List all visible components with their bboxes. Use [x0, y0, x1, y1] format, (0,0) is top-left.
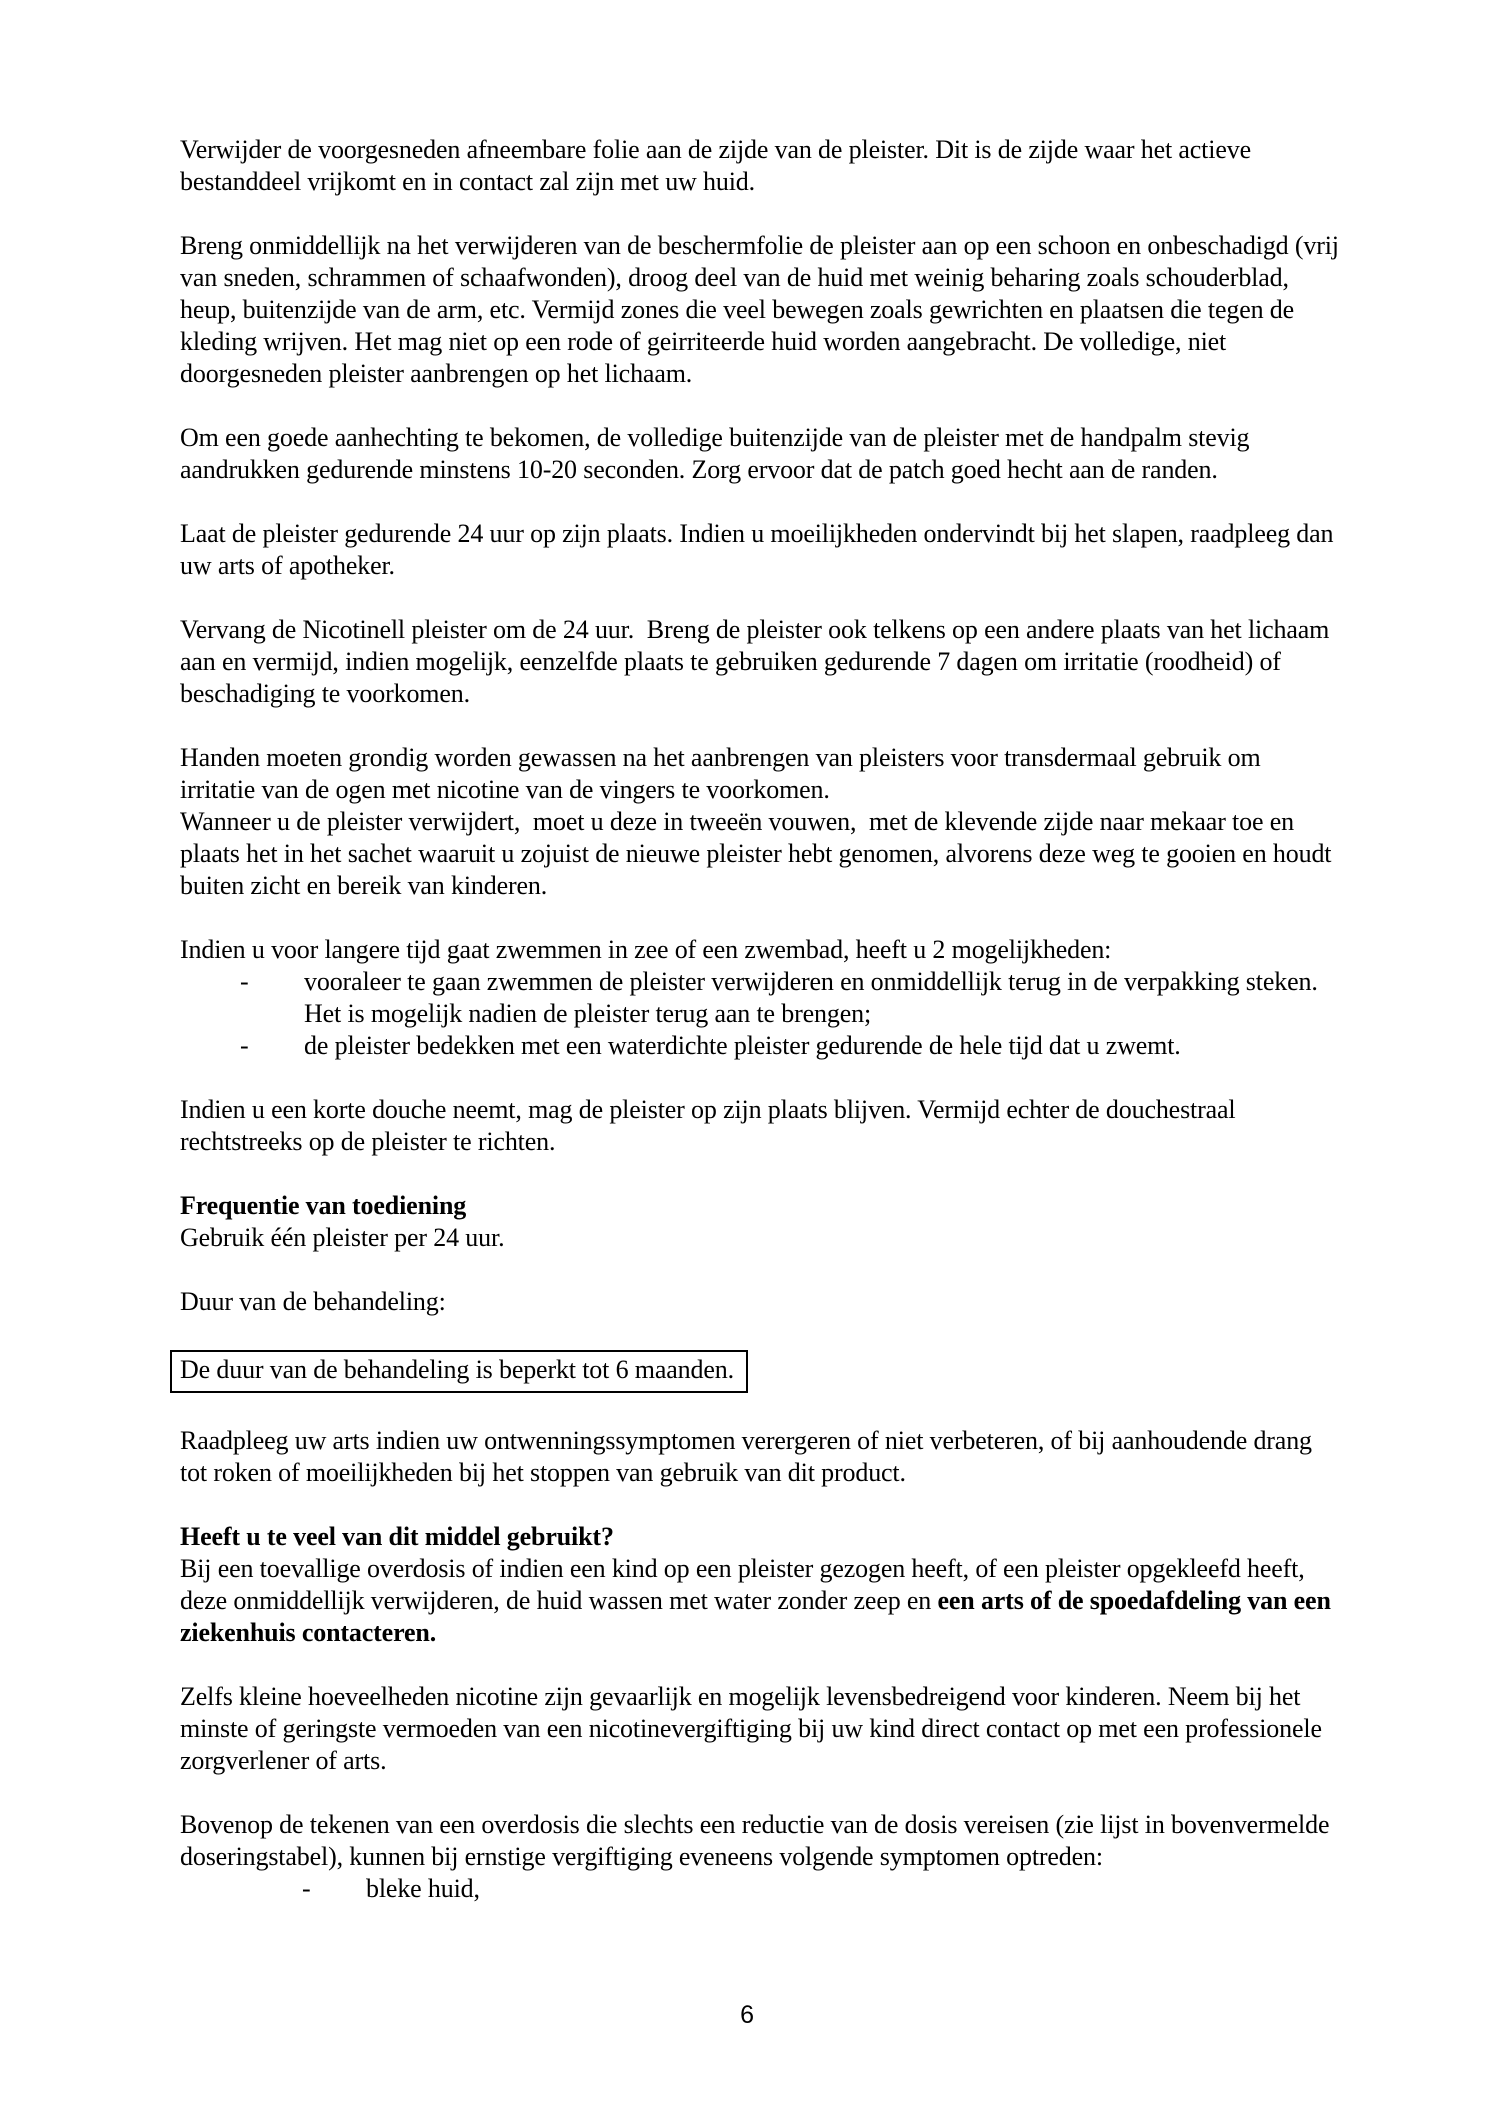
paragraph-replace-patch: Vervang de Nicotinell pleister om de 24 uur. Breng de pleister ook telkens op een andere plaats van het lichaam aan en vermijd, indien mogelijk, eenzelfde plaats te gebruiken gedurende 7 dagen om irritatie (roodheid) of beschadiging te voorkomen.	[180, 615, 1336, 708]
list-item	[180, 966, 1340, 1030]
list-item-text: vooraleer te gaan zwemmen de pleister verwijderen en onmiddellijk terug in de verpakking steken. Het is mogelijk nadien de pleister terug aan te brengen;	[304, 967, 1325, 1028]
overdose-text-regular: Bij een toevallige overdosis of indien een kind op een pleister gezogen heeft, of een pleister opgekleefd heeft, deze onmiddellijk verwijderen, de huid wassen met water zonder zeep en	[180, 1554, 1311, 1615]
duration-box-wrapper	[180, 1350, 1340, 1393]
paragraph-fold-patch: Wanneer u de pleister verwijdert, moet u deze in tweeën vouwen, met de klevende zijde naar mekaar toe en plaats het in het sachet waaruit u zojuist de nieuwe pleister hebt genomen, alvorens deze weg te gooien en houdt buiten zicht en bereik van kinderen.	[180, 807, 1338, 900]
page-number: 6	[740, 2001, 754, 2029]
swimming-options-list	[180, 966, 1340, 1062]
paragraph-leave-24h: Laat de pleister gedurende 24 uur op zijn plaats. Indien u moeilijkheden ondervindt bij het slapen, raadpleeg dan uw arts of apotheker.	[180, 519, 1340, 580]
list-dash-marker: -	[240, 1031, 249, 1060]
overdose-text-bold: een arts of de spoedafdeling van een ziekenhuis contacteren.	[180, 1586, 1338, 1647]
paragraph-children-warning: Zelfs kleine hoeveelheden nicotine zijn gevaarlijk en mogelijk levensbedreigend voor kinderen. Neem bij het minste of geringste vermoeden van een nicotinevergiftiging bij uw kind direct contact op met een professionele zorgverlener of arts.	[180, 1682, 1329, 1775]
paragraph-swimming-intro: Indien u voor langere tijd gaat zwemmen in zee of een zwembad, heeft u 2 mogelijkheden:	[180, 935, 1112, 964]
list-item-text: bleke huid,	[366, 1874, 480, 1903]
symptoms-list	[180, 1873, 1340, 1905]
paragraph-duration-label: Duur van de behandeling:	[180, 1287, 446, 1316]
heading-frequency: Frequentie van toediening	[180, 1191, 467, 1220]
paragraph-symptoms-intro: Bovenop de tekenen van een overdosis die slechts een reductie van de dosis vereisen (zie lijst in bovenvermelde doseringstabel), kunnen bij ernstige vergiftiging eveneens volgende symptomen optreden:	[180, 1810, 1336, 1871]
duration-boxed-text: De duur van de behandeling is beperkt tot 6 maanden.	[170, 1350, 748, 1393]
paragraph-frequency: Gebruik één pleister per 24 uur.	[180, 1223, 505, 1252]
paragraph-press-patch: Om een goede aanhechting te bekomen, de volledige buitenzijde van de pleister met de handpalm stevig aandrukken gedurende minstens 10-20 seconden. Zorg ervoor dat de patch goed hecht aan de randen.	[180, 423, 1256, 484]
list-dash-marker: -	[302, 1874, 311, 1903]
list-item-text: de pleister bedekken met een waterdichte pleister gedurende de hele tijd dat u zwemt.	[304, 1031, 1181, 1060]
paragraph-apply-patch: Breng onmiddellijk na het verwijderen van de beschermfolie de pleister aan op een schoon en onbeschadigd (vrij van sneden, schrammen of schaafwonden), droog deel van de huid met weinig beharing zoals schouderblad, heup, buitenzijde van de arm, etc. Vermijd zones die veel bewegen zoals gewrichten en plaatsen die tegen de kleding wrijven. Het mag niet op een rode of geirriteerde huid worden aangebracht. De volledige, niet doorgesneden pleister aanbrengen op het lichaam.	[180, 231, 1346, 388]
paragraph-shower: Indien u een korte douche neemt, mag de pleister op zijn plaats blijven. Vermijd echter de douchestraal rechtstreeks op de pleister te richten.	[180, 1095, 1242, 1156]
heading-overdose: Heeft u te veel van dit middel gebruikt?	[180, 1522, 614, 1551]
list-dash-marker: -	[240, 967, 249, 996]
paragraph-wash-hands: Handen moeten grondig worden gewassen na het aanbrengen van pleisters voor transdermaal gebruik om irritatie van de ogen met nicotine van de vingers te voorkomen.	[180, 743, 1267, 804]
page-content	[180, 134, 1346, 1905]
paragraph-overdose	[180, 1553, 1340, 1649]
blank-line	[180, 1062, 1340, 1094]
paragraph-consult-doctor: Raadpleeg uw arts indien uw ontwenningssymptomen verergeren of niet verbeteren, of bij aanhoudende drang tot roken of moeilijkheden bij het stoppen van gebruik van dit product.	[180, 1426, 1319, 1487]
paragraph-remove-foil: Verwijder de voorgesneden afneembare folie aan de zijde van de pleister. Dit is de zijde waar het actieve bestanddeel vrijkomt en in contact zal zijn met uw huid.	[180, 135, 1258, 196]
list-item	[180, 1030, 1340, 1062]
list-item	[180, 1873, 1340, 1905]
